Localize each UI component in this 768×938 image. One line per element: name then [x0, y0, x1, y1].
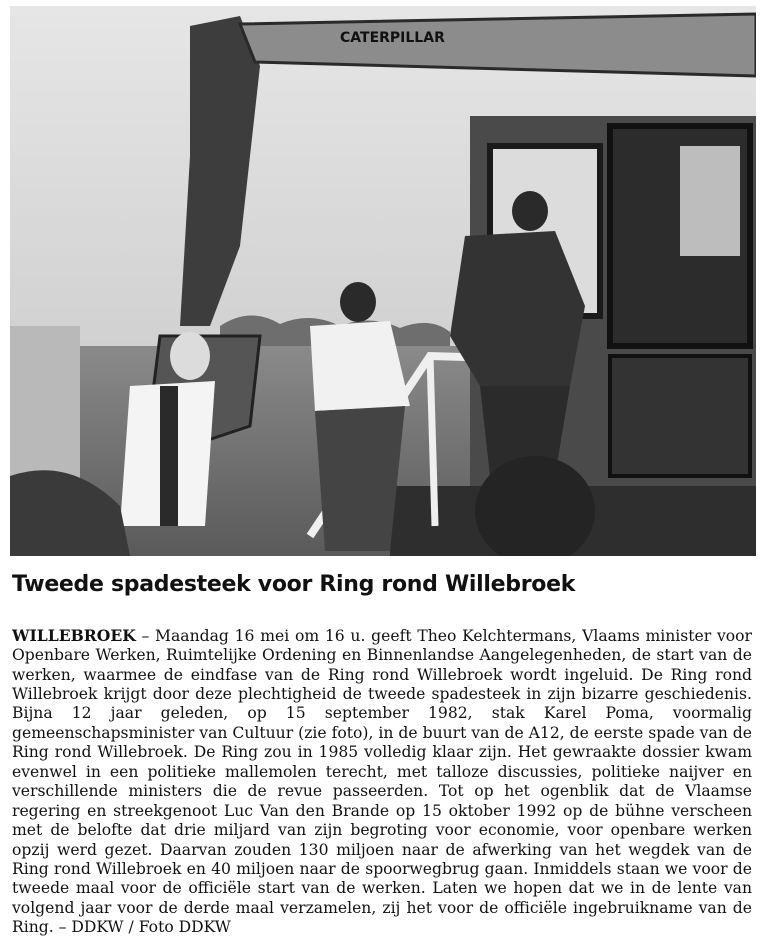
caterpillar-brand-text: CATERPILLAR: [340, 30, 445, 46]
photo-illustration: [10, 6, 756, 556]
article-body: [12, 626, 752, 938]
article-dateline: WILLEBROEK: [12, 625, 136, 645]
article-headline: Tweede spadesteek voor Ring rond Willebroek: [12, 572, 576, 597]
article-text: – Maandag 16 mei om 16 u. geeft Theo Kelchtermans, Vlaams minister voor Openbare Werken, Ruimtelijke Ordening en Binnenlandse Aangelegenheden, de start van de werken, waarmee de eindfase van de Ring rond Willebroek wordt ingeluid. De Ring rond Willebroek krijgt door deze plechtigheid de tweede spadesteek in zijn bizarre geschiedenis. Bijna 12 jaar geleden, op 15 september 1982, stak Karel Poma, voormalig gemeenschapsminister van Cultuur (zie foto), in de buurt van de A12, de eerste spade van de Ring rond Willebroek. De Ring zou in 1985 volledig klaar zijn. Het gewraakte dossier kwam evenwel in een politieke mallemolen terecht, met talloze discussies, politieke naijver en verschillende ministers die de revue passeerden. Tot op het ogenblik dat de Vlaamse regering en streekgenoot Luc Van den Brande op 15 oktober 1992 op de bühne verscheen met de belofte dat drie miljard van zijn begroting voor economie, voor openbare werken opzij werd gezet. Daarvan zouden 130 miljoen naar de afwerking van het wegdek van de Ring rond Willebroek en 40 miljoen naar de spoorwegbrug gaan. Inmiddels staan we voor de tweede maal voor de officiële start van de werken. Laten we hopen dat we in de lente van volgend jaar voor de derde maal verzamelen, zij het voor de officiële ingebruikname van de Ring. – DDKW / Foto DDKW: [12, 626, 752, 937]
news-photo: [10, 6, 756, 556]
